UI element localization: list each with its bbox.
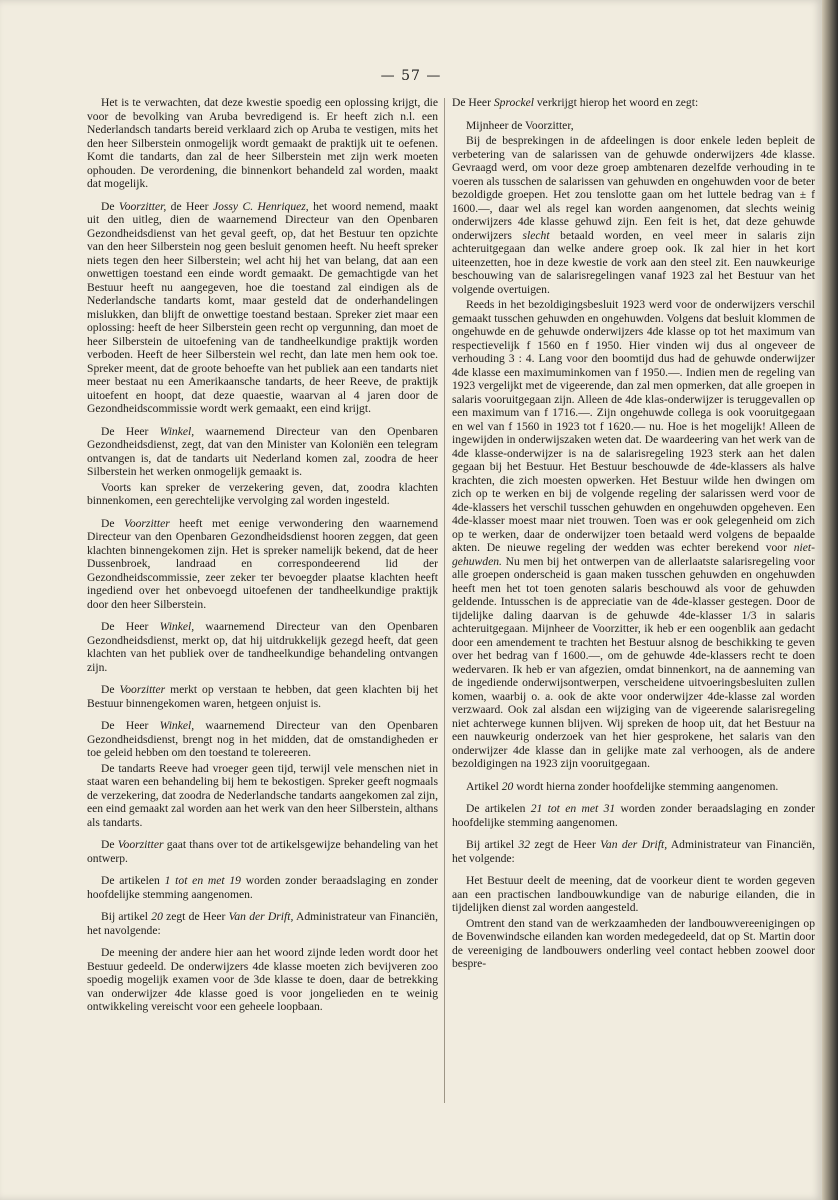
paragraph xyxy=(452,917,815,971)
speaker-name: Van der Drift, xyxy=(600,838,668,851)
article-range: 21 tot en met 31 xyxy=(530,802,616,815)
speaker-name: Van der Drift, xyxy=(228,910,294,923)
text: De xyxy=(101,838,118,851)
paragraph xyxy=(452,874,815,915)
paragraph xyxy=(87,517,438,612)
article-number: 32 xyxy=(518,838,531,851)
paragraph xyxy=(87,719,438,760)
paragraph xyxy=(87,838,438,865)
text: De Heer xyxy=(101,424,160,438)
paragraph xyxy=(87,946,438,1014)
column-divider xyxy=(444,98,445,1103)
text: De tandarts Reeve had vroeger geen tijd, terwijl vele menschen niet in staat waren een behandeling bij hem te bekostigen. Spreker geeft nogmaals de verzekering, dat zoodra de Nederlandsche tandarts aangekomen zal zijn, een eind gemaakt zal worden aan het werk van den heer Silberstein, althans als tandarts. xyxy=(87,761,438,829)
article-number: 20 xyxy=(501,779,514,793)
text: het woord nemend, maakt uit den uitleg, dien de waarnemend Directeur van den Openbaren Gezondheidsdienst van het geval geeft, op, dat het Bestuur ten opzichte van den heer Silberstein nog geen besluit genomen heeft. Nu heeft spreker niets tegen den heer Silberstein; wel acht hij het van belang, dat aan een onwettigen toestand een einde wordt gemaakt. De gemachtigde van het Bestuur heeft nu aangegeven, hoe die toestand zal eindigen als de Nederlandsche tandarts komt, maar gesteld dat de onderhandelingen mislukken, dan blijft de onwettige toestand bestaan. Spreker ziet maar een oplossing: heeft de heer Silberstein geen recht op vergunning, dan moet de heer Silberstein de uitoefening van de tandheelkundige praktijk worden verboden. Heeft de heer Silberstein wel recht, dan late men hem ook toe. Spreker meent, dat de groote behoefte van het publiek aan een tandarts niet meer bestaat nu een Amerikaansche tandarts, de heer Reeve, de praktijk uitoefent en hoopt, dat deze quaestie, waarvan al 4 jaren door de Gezondheidscommissie wordt werk gemaakt, een eind krijgt. xyxy=(87,199,439,415)
text: waarnemend Directeur van den Openbaren Gezondheidsdienst, merkt op, dat hij uitdrukkelijk gezegd heeft, dat geen klachten van het publiek over de tandheelkundige behandeling ontvangen zijn. xyxy=(87,620,439,674)
text: De xyxy=(101,199,119,213)
paragraph xyxy=(452,134,815,296)
paragraph xyxy=(87,620,438,674)
speaker-name: Winkel, xyxy=(159,620,195,633)
text: zegt de Heer xyxy=(162,910,229,923)
text: Administrateur van Financiën, het volgende: xyxy=(452,838,815,865)
paragraph xyxy=(87,683,438,710)
speaker-name: Voorzitter xyxy=(124,516,170,530)
speaker-name: Jossy C. Henriquez, xyxy=(212,199,309,213)
text: waarnemend Directeur van den Openbaren Gezondheidsdienst, zegt, dat van den Minister van Koloniën een telegram ontvangen is, dat de tandarts uit Nederland komen zal, zoodra de heer Silberstein het werken onmogelijk gemaakt is. xyxy=(87,424,439,478)
text: De xyxy=(101,516,125,530)
text: betaald worden, en veel meer in salaris zijn achteruitgegaan dan welke andere groep ook. Ik zal hier in het kort uiteenzetten, hoe in deze kwestie de vork aan den steel zit. Een nauwkeurige beschouwing van de salarisregelingen vanaf 1923 zal het Bestuur van het volgende overtuigen. xyxy=(452,228,816,296)
speaker-name: Winkel, xyxy=(159,719,195,732)
text: Reeds in het bezoldigingsbesluit 1923 werd voor de onderwijzers verschil gemaakt tusschen gehuwden en ongehuwden. Volgens dat besluit klommen de ongehuwde en de gehuwde onderwijzers 4de klasse op tot het maximum van respectievelijk f 1560 en f 1950. Hier vinden wij dus al ongeveer de verhouding 3 : 4. Lang voor den boomtijd dus had de gehuwde onderwijzer 4de klasse een maximuminkomen van f 1950.—. Indien men de regeling van 1923 vergelijkt met de vigeerende, dan zal men opmerken, dat alle groepen in salaris vooruitgegaan zijn. Alleen de 4de klas-onderwijzer is teruggevallen op een maximum van f 1716.—. Zijn ongehuwde collega is ook vooruitgegaan en wel van f 1560 in 1923 tot f 1620.— nu. Hoe is het mogelijk! Alleen de ingewijden in onderwijszaken weten dat. De waardeering van het werk van de 4de klasse-onderwijzer is na de salarisregeling 1923 sterk aan het dalen gegaan bij het Bestuur. Het Bestuur beschouwde de 4de-klassers als halve krachten, die zich moesten opwerken. Het Bestuur wilde hen dwingen om zich op te werken en bij de volgende regeling der salarissen werd voor de 4de-klassers het verschil tusschen gehuwden en ongehuwden opgeheven. Een 4de-klasser moest maar niet trouwen. Toen was er ook gelegenheid om zich op te werken, daar de onderwijzer toen betaald werd volgens de bepaalde akten. De nieuwe regeling der wedden was echter berekend voor xyxy=(452,298,815,554)
text: De artikelen xyxy=(466,802,531,815)
paragraph xyxy=(87,762,438,830)
text: de Heer xyxy=(166,199,213,213)
text: Artikel xyxy=(466,779,502,793)
paragraph xyxy=(87,200,438,416)
text: Administrateur van Financiën, het navolgende: xyxy=(87,910,438,937)
right-column xyxy=(452,96,815,980)
page-number: — 57 — xyxy=(380,68,442,84)
text: Bij artikel xyxy=(101,910,152,923)
text: verkrijgt hierop het woord en zegt: xyxy=(533,96,699,109)
paragraph xyxy=(87,481,438,508)
text: De Heer xyxy=(101,719,160,732)
text: wordt hierna zonder hoofdelijke stemming aangenomen. xyxy=(513,779,779,793)
text: De Heer xyxy=(452,96,494,109)
text: worden zonder beraadslaging en zonder hoofdelijke stemming aangenomen. xyxy=(87,874,438,901)
text: Nu men bij het ontwerpen van de allerlaatste salarisregeling voor alle groepen onderscheid is gaan maken tusschen gehuwden en ongehuwden heeft men het tot toen genoten salaris beschouwd als voor de gehuwden geldende. Intusschen is de appreciatie van de 4de-klasser gestegen. Door de tijdelijke daling daarvan is de gehuwde 4de-klasser 1/3 in salaris achteruitgegaan. Mijnheer de Voorzitter, ik heb er een oogenblik aan gedacht door een amendement te trachten het Bestuur alsnog de beschikking te geven over het bedrag van f 1600.—, om de gehuwde 4de-klassers recht te doen wedervaren. Ik heb er van afgezien, omdat binnenkort, na de aanneming van de ingediende onderwijsontwerpen, verscheidene uitvoeringsbesluiten zullen komen, waarbij o. a. ook de akte voor onderwijzer 4de-klasse zal worden verzwaard. Ook zal alsdan een wijziging van de vigeerende salarisregeling niet achterwege kunnen blijven. Wij spreken de hoop uit, dat het Bestuur na een nauwkeurig onderzoek van het hier gesprokene, het salaris van den onderwijzer 4de klasse dan in gelijke mate zal verhoogen, als de andere bezoldigingen na 1923 zijn vooruitgegaan. xyxy=(452,554,815,770)
text: De Heer xyxy=(101,620,160,633)
text: De artikelen xyxy=(101,874,165,887)
paragraph xyxy=(87,874,438,901)
text: Bij artikel xyxy=(466,838,519,851)
text: heeft met eenige verwondering den waarnemend Directeur van den Openbaren Gezondheidsdienst hooren zeggen, dat geen klachten binnengekomen zijn. Het is spreker namelijk bekend, dat de heer Dussenbroek, landraad en correspondeerend lid der Gezondheidscommissie, zeer zeker ter bevoegder plaatse klachten heeft ingediend over het onbevoegd uitoefenen der tandheelkundige praktijk door den heer Silberstein. xyxy=(87,516,438,611)
text: gaat thans over tot de artikelsgewijze behandeling van het ontwerp. xyxy=(87,838,438,865)
paragraph xyxy=(452,838,815,865)
paragraph xyxy=(452,298,815,771)
left-column xyxy=(87,96,438,1023)
speaker-name: Winkel, xyxy=(159,424,195,438)
text: Mijnheer de Voorzitter, xyxy=(466,118,574,132)
paragraph xyxy=(87,96,438,191)
text: Het Bestuur deelt de meening, dat de voorkeur dient te worden gegeven aan een practischen landbouwkundige van de naburige eilanden, die in tijdelijken dienst zal worden aangesteld. xyxy=(452,874,815,914)
page-edge xyxy=(822,0,838,1200)
emphasis: slecht xyxy=(522,228,550,242)
text: Omtrent den stand van de werkzaamheden der landbouwvereenigingen op de Bovenwindsche eilanden kan worden medegedeeld, dat op St. Martin door de vereeniging de landbouwers onderling veel contact hebben zoowel door bespre- xyxy=(452,916,815,970)
emphasis: niet-gehuwden. xyxy=(452,541,815,568)
text: Voorts kan spreker de verzekering geven, dat, zoodra klachten binnenkomen, een gerechtelijke vervolging zal worden ingesteld. xyxy=(87,480,438,507)
paragraph xyxy=(452,119,815,133)
paragraph xyxy=(452,802,815,829)
paragraph xyxy=(452,96,815,110)
text: zegt de Heer xyxy=(530,838,601,851)
text: merkt op verstaan te hebben, dat geen klachten bij het Bestuur binnengekomen waren, hetgeen onjuist is. xyxy=(87,683,439,710)
text: Het is te verwachten, dat deze kwestie spoedig een oplossing krijgt, die voor de bevolking van Aruba bevredigend is. Er heeft zich n.l. een Nederlandsch tandarts bereid verklaard zich op Aruba te vestigen, mits het den heer Silberstein onmogelijk wordt gemaakt de praktijk uit te oefenen. Komt die tandarts, dan zal de heer Silberstein met zijn werk moeten ophouden. De verordening, die binnenkort behandeld zal worden, maakt dat mogelijk. xyxy=(87,96,438,190)
article-number: 20 xyxy=(151,910,163,923)
article-range: 1 tot en met 19 xyxy=(164,874,241,887)
speaker-name: Voorzitter xyxy=(117,838,164,851)
paragraph xyxy=(87,425,438,479)
text: Bij de besprekingen in de afdeelingen is door enkele leden bepleit de verbetering van de salarissen van de gehuwde onderwijzers 4de klasse. Gevraagd werd, om voor deze groep ambtenaren dezelfde verhouding in te voeren als tusschen de salarissen van gehuwden en ongehuwden voor de beter bezoldigde groepen. Het zou tenslotte gaan om het luttele bedrag van ± f 1600.—, daar wel als regel kan worden aangenomen, dat slechts weinig onderwijzers 4de klasse gehuwd zijn. Een feit is het, dat deze gehuwde onderwijzers xyxy=(452,134,815,242)
speaker-name: Voorzitter, xyxy=(118,199,167,213)
text: De xyxy=(101,683,120,696)
paragraph xyxy=(87,910,438,937)
speaker-name: Sprockel xyxy=(493,96,534,109)
text: waarnemend Directeur van den Openbaren Gezondheidsdienst, brengt nog in het midden, dat de omstandigheden er toe geleid hebben om den toestand te tolereeren. xyxy=(87,719,439,759)
paragraph xyxy=(452,780,815,794)
speaker-name: Voorzitter xyxy=(119,683,166,696)
text: worden zonder beraadslaging en zonder hoofdelijke stemming aangenomen. xyxy=(452,802,815,829)
text: De meening der andere hier aan het woord zijnde leden wordt door het Bestuur gedeeld. De onderwijzers 4de klasse moeten zich bevijveren zoo spoedig mogelijk examen voor de 3de klasse te doen, daar de betrekking van onderwijzer 4de klasse goed is voor jongelieden en te weinig ontwikkeling vereischt voor een geheele loopbaan. xyxy=(87,946,438,1013)
